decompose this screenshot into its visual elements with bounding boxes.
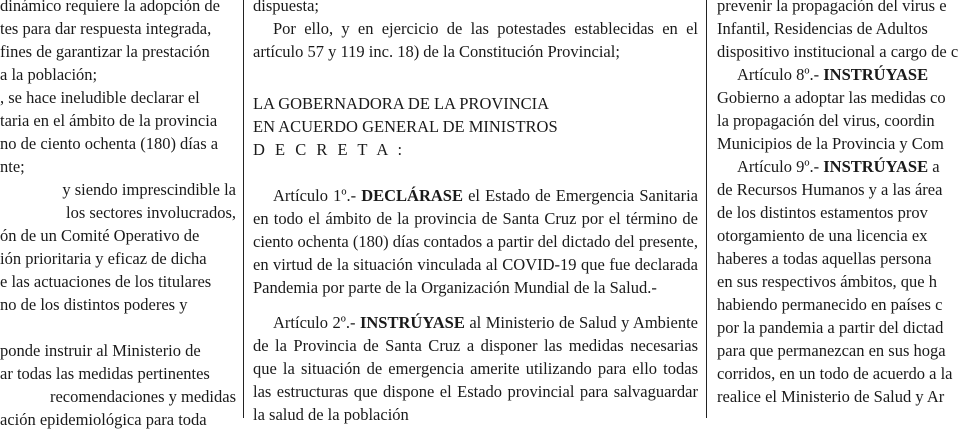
- text-line: ión prioritaria y eficaz de dicha: [0, 249, 207, 268]
- text-line: otorgamiento de una licencia ex: [717, 226, 928, 245]
- text-line: nte;: [0, 157, 25, 176]
- text-line: de los distintos estamentos prov: [717, 203, 928, 222]
- text-line: los sectores involucrados,: [65, 203, 236, 222]
- heading-governor: LA GOBERNADORA DE LA PROVINCIA: [253, 94, 550, 113]
- text-line: dispositivo institucional a cargo de c: [717, 42, 959, 61]
- article-9-tail: a: [928, 157, 940, 176]
- left-column: [0, 0, 236, 429]
- text-line: Infantil, Residencias de Adultos: [717, 19, 928, 38]
- article-9-verb: INSTRÚYASE: [823, 157, 929, 176]
- text-line: recomendaciones y medidas: [49, 387, 236, 406]
- text-line: en sus respectivos ámbitos, que h: [717, 272, 937, 291]
- text-line: no de ciento ochenta (180) días a: [0, 134, 219, 153]
- article-2-verb: INSTRÚYASE: [359, 313, 465, 332]
- text-line: Municipios de la Provincia y Com: [717, 134, 944, 153]
- text-line: tes para dar respuesta integrada,: [0, 19, 212, 38]
- right-column: [717, 0, 977, 418]
- text-line: la propagación del virus, coordin: [717, 111, 935, 130]
- text-line: fines de garantizar la prestación: [0, 42, 210, 61]
- article-9: [717, 155, 977, 178]
- text-line: [0, 316, 236, 339]
- text-line: dinámico requiere la adopción de: [0, 0, 220, 15]
- text-line: de Recursos Humanos y a las área: [717, 180, 943, 199]
- article-2-text: al Ministerio de Salud y Ambiente de la Provincia de Santa Cruz a disponer las medidas necesarias que la situación de emergencia amerite utilizando para ello todas las estructuras que dispone el Estado provincial para salvaguardar la salud de la población: [253, 313, 698, 424]
- article-2-prefix: Artículo 2º.-: [273, 313, 360, 332]
- text-line: , se hace ineludible declarar el: [0, 88, 200, 107]
- article-1-prefix: Artículo 1º.-: [273, 186, 362, 205]
- middle-column: [253, 0, 698, 424]
- column-divider: [243, 0, 244, 418]
- por-ello-paragraph: Por ello, y en ejercicio de las potestades establecidas en el artículo 57 y 119 inc. 18) de la Constitución Provincial;: [253, 19, 698, 61]
- article-1: [253, 184, 698, 299]
- text-line: dispuesta;: [253, 0, 319, 15]
- text-line: Gobierno a adoptar las medidas co: [717, 88, 946, 107]
- text-line: ón de un Comité Operativo de: [0, 226, 200, 245]
- text-line: prevenir la propagación del virus e: [717, 0, 947, 15]
- text-line: taria en el ámbito de la provincia: [0, 111, 218, 130]
- text-line: corridos, en un todo de acuerdo a la: [717, 364, 953, 383]
- text-line: a la población;: [0, 65, 98, 84]
- text-line: realice el Ministerio de Salud y Ar: [717, 387, 945, 406]
- text-line: habiendo permanecido en países c: [717, 295, 943, 314]
- text-line: ponde instruir al Ministerio de: [0, 341, 201, 360]
- text-line: por la pandemia a partir del dictad: [717, 318, 944, 337]
- text-line: haberes a todas aquellas persona: [717, 249, 932, 268]
- article-9-prefix: Artículo 9º.-: [737, 157, 824, 176]
- text-line: no de los distintos poderes y: [0, 295, 188, 314]
- article-8-prefix: Artículo 8º.-: [737, 65, 824, 84]
- text-line: para que permanezcan en sus hoga: [717, 341, 946, 360]
- column-divider: [706, 0, 707, 418]
- text-line: ación epidemiológica para toda: [0, 410, 207, 429]
- text-line: e las actuaciones de los titulares: [0, 272, 212, 291]
- heading-ministers: EN ACUERDO GENERAL DE MINISTROS: [253, 117, 558, 136]
- article-2: [253, 311, 698, 426]
- text-line: ar todas las medidas pertinentes: [0, 364, 210, 383]
- article-1-text: el Estado de Emergencia Sanitaria en todo el ámbito de la provincia de Santa Cruz por el término de ciento ochenta (180) días contados a partir del dictado del presente, en virtud de la situación vinculada al COVID-19 que fue declarada Pandemia por parte de la Organización Mundial de la Salud.-: [253, 186, 698, 297]
- heading-decreta: D E C R E T A :: [253, 140, 406, 159]
- article-8-verb: INSTRÚYASE: [823, 65, 929, 84]
- article-1-verb: DECLÁRASE: [361, 186, 463, 205]
- text-line: y siendo imprescindible la: [62, 180, 236, 199]
- article-8: [717, 63, 977, 86]
